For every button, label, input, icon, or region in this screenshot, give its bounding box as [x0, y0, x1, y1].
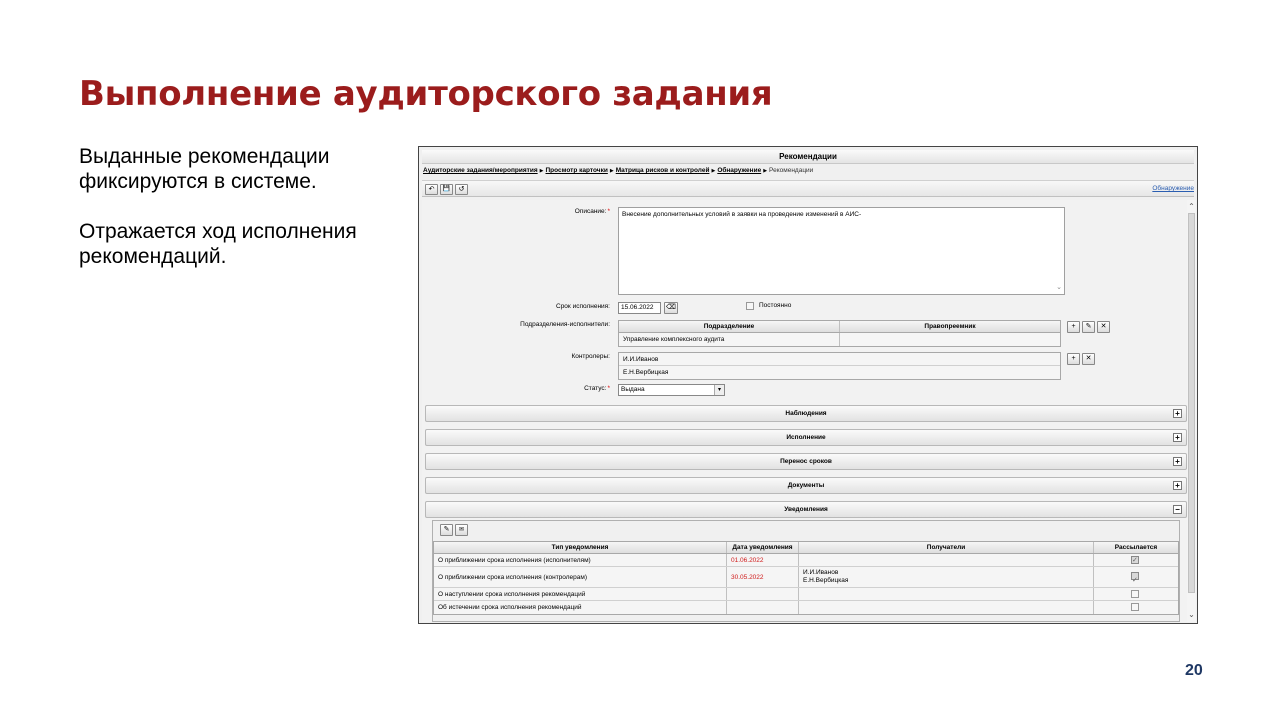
sent-cell — [1094, 601, 1178, 614]
delete-department-button[interactable] — [1097, 321, 1110, 333]
mail-icon: ✉ — [458, 527, 465, 533]
column-sent[interactable]: Рассылается — [1114, 544, 1158, 551]
breadcrumb-separator-icon: ▶ — [539, 168, 544, 174]
controllers-list — [618, 352, 1061, 380]
sent-checkbox[interactable] — [1131, 556, 1139, 564]
add-department-button[interactable] — [1067, 321, 1080, 333]
notification-date-cell: 01.06.2022 — [727, 554, 799, 566]
table-row[interactable] — [434, 588, 1178, 601]
form-area — [422, 200, 1188, 622]
plus-icon: + — [1071, 355, 1076, 362]
close-icon: ✕ — [1085, 355, 1092, 362]
toolbar — [422, 180, 1194, 197]
breadcrumb-audit-tasks[interactable]: Аудиторские задания/мероприятия — [423, 167, 538, 174]
table-row[interactable] — [434, 554, 1178, 567]
status-label: Статус:* — [584, 385, 610, 392]
scrollbar-thumb[interactable] — [1188, 213, 1195, 593]
notification-type-cell: О приближении срока исполнения (контролерам) — [434, 567, 727, 587]
sent-checkbox[interactable] — [1131, 590, 1139, 598]
recipients-cell — [799, 601, 1094, 614]
textarea-scroll-icon[interactable]: ⌄ — [1056, 284, 1062, 291]
notification-date-cell: 30.05.2022 — [727, 567, 799, 587]
notification-type-cell: О приближении срока исполнения (исполнителям) — [434, 554, 727, 566]
breadcrumb-separator-icon: ▶ — [609, 168, 614, 174]
edit-department-button[interactable] — [1082, 321, 1095, 333]
edit-icon: ✎ — [443, 526, 450, 533]
departments-label: Подразделения-исполнители: — [520, 321, 610, 328]
breadcrumb-separator-icon: ▶ — [711, 168, 716, 174]
expand-icon[interactable]: + — [1173, 433, 1182, 442]
departments-grid — [618, 320, 1061, 347]
expand-icon[interactable]: + — [1173, 457, 1182, 466]
chevron-up-icon[interactable]: ⌃ — [1188, 202, 1195, 211]
save-icon: 💾 — [442, 186, 451, 192]
expand-icon[interactable]: + — [1173, 409, 1182, 418]
notifications-grid — [433, 541, 1179, 615]
back-button[interactable] — [425, 184, 438, 195]
breadcrumb-risk-matrix[interactable]: Матрица рисков и контролей — [615, 167, 710, 174]
slide-text — [79, 144, 409, 294]
recipients-cell — [799, 554, 1094, 566]
departments-grid-header — [619, 321, 1060, 333]
edit-notification-button[interactable] — [440, 524, 453, 536]
delete-controller-button[interactable] — [1082, 353, 1095, 365]
clear-date-button[interactable] — [664, 302, 678, 314]
list-item[interactable] — [619, 366, 1060, 379]
paragraph-recommendations-recorded: Выданные рекомендации фиксируются в системе. — [79, 145, 330, 193]
refresh-icon: ↺ — [458, 186, 465, 193]
breadcrumb-finding[interactable]: Обнаружение — [717, 167, 762, 174]
breadcrumb — [423, 166, 813, 176]
breadcrumb-card-view[interactable]: Просмотр карточки — [545, 167, 608, 174]
deadline-label: Срок исполнения: — [556, 303, 610, 310]
notification-type-cell: Об истечении срока исполнения рекомендаций — [434, 601, 727, 614]
paragraph-execution-progress: Отражается ход исполнения рекомендаций. — [79, 220, 357, 268]
chevron-down-icon[interactable]: ▾ — [714, 385, 724, 395]
deadline-input[interactable]: 15.06.2022 — [618, 302, 661, 314]
breadcrumb-current: Рекомендации — [769, 167, 814, 174]
department-cell: Управление комплексного аудита — [619, 333, 840, 346]
column-notification-type[interactable]: Тип уведомления — [434, 542, 727, 553]
chevron-down-icon[interactable]: ⌄ — [1188, 610, 1195, 619]
slide-title: Выполнение аудиторского задания — [79, 74, 773, 114]
sent-cell — [1094, 567, 1178, 587]
description-textarea[interactable]: Внесение дополнительных условий в заявки на проведение изменений в АИС- ⌄ — [618, 207, 1065, 295]
column-department[interactable]: Подразделение — [619, 321, 840, 332]
sent-cell — [1094, 554, 1178, 566]
description-label: Описание:* — [574, 208, 610, 215]
app-screenshot — [418, 146, 1198, 624]
notification-date-cell — [727, 588, 799, 600]
column-notification-date[interactable]: Дата уведомления — [727, 542, 799, 553]
controllers-label: Контролеры: — [571, 353, 610, 360]
sent-checkbox[interactable] — [1131, 603, 1139, 611]
permanent-checkbox[interactable] — [746, 302, 754, 310]
notification-date-cell — [727, 601, 799, 614]
controller-name: Е.Н.Вербицкая — [623, 369, 669, 376]
notifications-grid-header — [434, 542, 1178, 554]
send-notification-button[interactable] — [455, 524, 468, 536]
list-item[interactable] — [619, 353, 1060, 366]
column-successor[interactable]: Правопреемник — [924, 323, 976, 330]
status-select[interactable]: Выдана ▾ — [618, 384, 725, 396]
plus-icon: + — [1071, 323, 1076, 330]
close-icon: ✕ — [1100, 323, 1107, 330]
panel-execution[interactable]: Исполнение + — [425, 429, 1187, 446]
refresh-button[interactable] — [455, 184, 468, 195]
recipients-cell: И.И.Иванов Е.Н.Вербицкая — [799, 567, 1094, 587]
successor-cell — [840, 333, 1060, 346]
sent-cell — [1094, 588, 1178, 600]
recipients-cell — [799, 588, 1094, 600]
controller-name: И.И.Иванов — [623, 356, 659, 363]
finding-link[interactable]: Обнаружение — [1152, 185, 1194, 192]
panel-deadline-transfer[interactable]: Перенос сроков + — [425, 453, 1187, 470]
sent-checkbox[interactable] — [1131, 572, 1139, 580]
notification-type-cell: О наступлении срока исполнения рекомендаций — [434, 588, 727, 600]
vertical-scrollbar[interactable] — [1187, 200, 1196, 622]
page-number: 20 — [1185, 662, 1203, 679]
save-button[interactable] — [440, 184, 453, 195]
column-recipients[interactable]: Получатели — [799, 542, 1094, 553]
panel-notifications[interactable]: Уведомления − — [425, 501, 1187, 518]
window-title: Рекомендации — [422, 150, 1194, 164]
back-icon: ↶ — [428, 186, 435, 193]
panel-observations[interactable]: Наблюдения + — [425, 405, 1187, 422]
breadcrumb-separator-icon: ▶ — [763, 168, 768, 174]
add-controller-button[interactable] — [1067, 353, 1080, 365]
edit-icon: ✎ — [1085, 323, 1092, 330]
table-row[interactable] — [619, 333, 1060, 346]
notifications-content — [432, 520, 1180, 622]
permanent-label: Постоянно — [759, 302, 792, 309]
table-row[interactable] — [434, 601, 1178, 614]
expand-icon[interactable]: + — [1173, 481, 1182, 490]
eraser-icon: ⌫ — [666, 304, 676, 311]
table-row[interactable] — [434, 567, 1178, 588]
panel-documents[interactable]: Документы + — [425, 477, 1187, 494]
collapse-icon[interactable]: − — [1173, 505, 1182, 514]
